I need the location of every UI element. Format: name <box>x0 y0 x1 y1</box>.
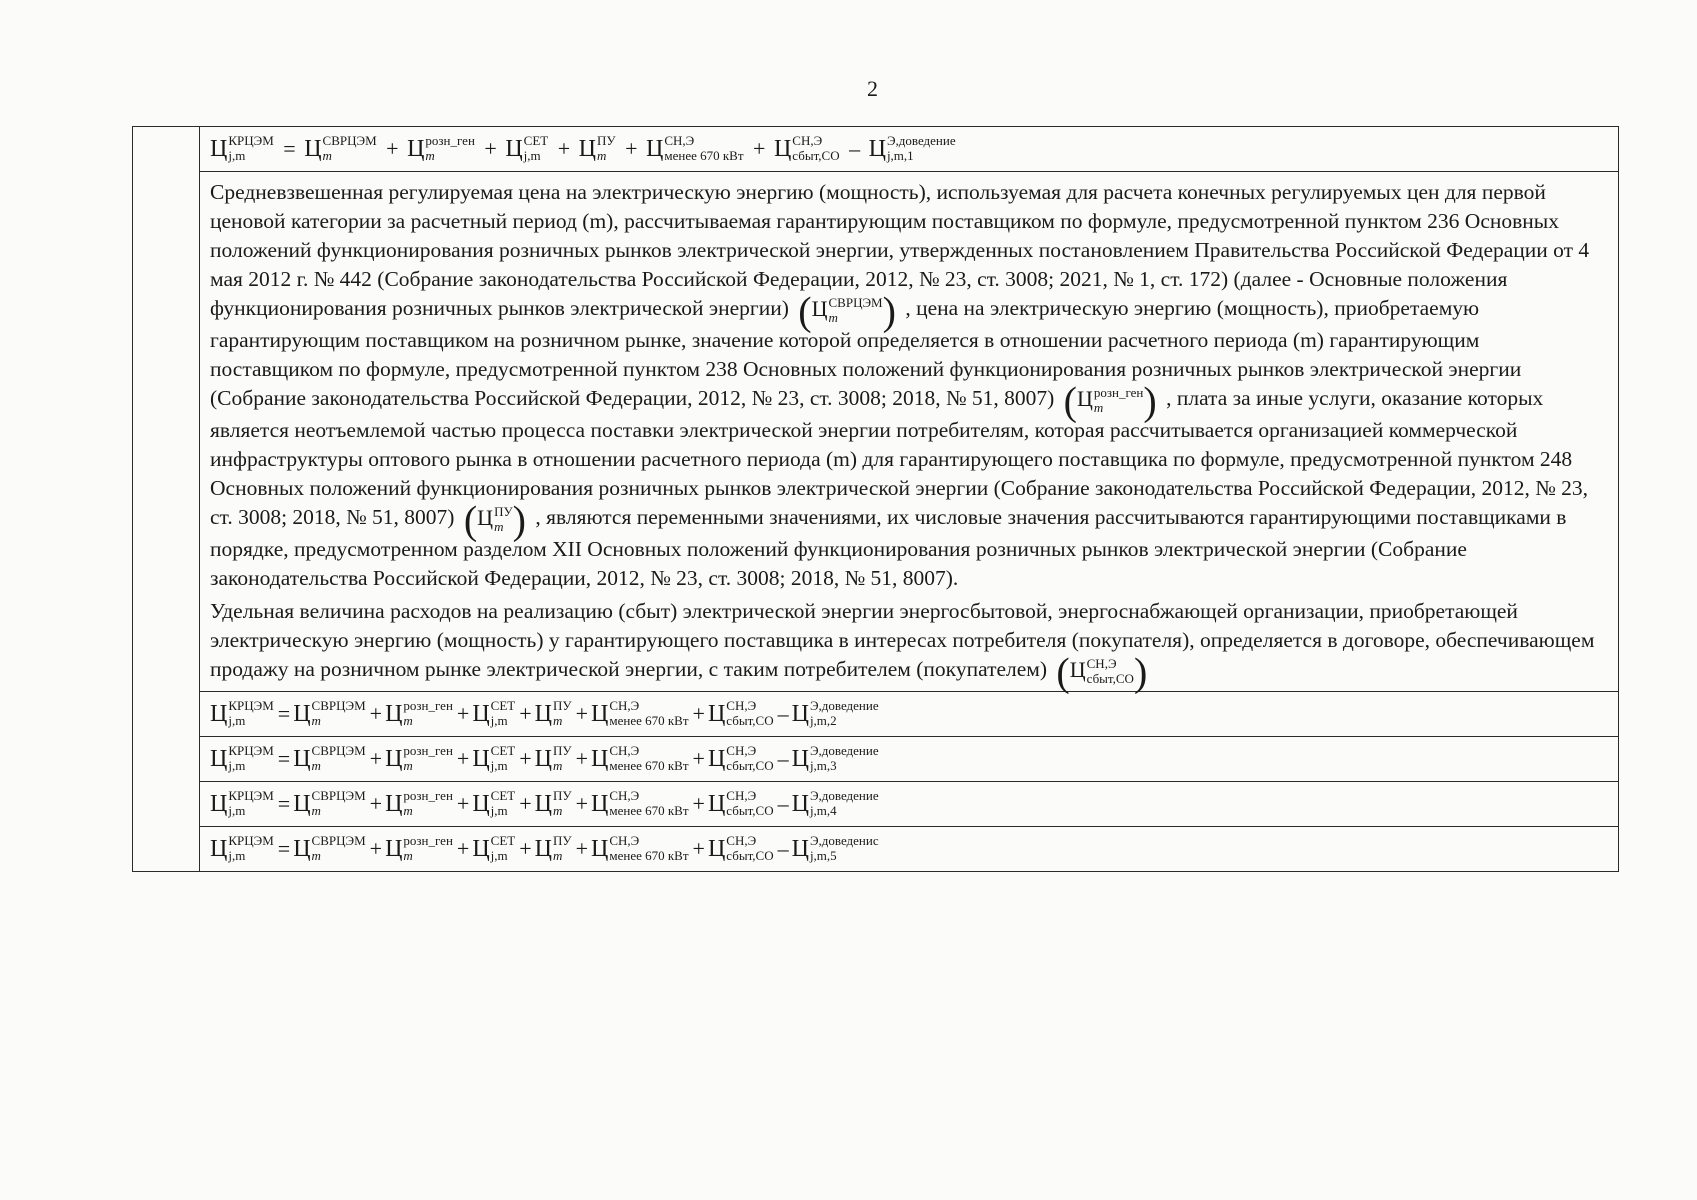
formula-term-sn-670: Ц СН,Э менее 670 кВт <box>646 133 744 163</box>
formula-term-pu: Ц ПУ m <box>578 133 616 163</box>
explanation-paragraph-1: Средневзвешенная регулируемая цена на электрическую энергию (мощность), используемая для расчета конечных регулируемых цен для первой ценовой категории за расчетный период (m), рассчитываемая гарантирующим поставщиком по формуле, предусмотренной пунктом 236 Основных положений функционирования розничных рынков электрической энергии, утвержденных постановлением Правительства Российской Федерации от 4 мая 2012 г. № 442 (Собрание законодательства Российской Федерации, 2012, № 23, ст. 3008; 2021, № 1, ст. 172) (далее - Основные положения функционирования розничных рынков электрической энергии) (Ц СВРЦЭМ m ) , цена на электрическую энергию (мощность), приобретаемую гарантирующим поставщиком на розничном рынке, значение которой определяется в отношении расчетного периода (m) гарантирующим поставщиком по формуле, предусмотренной пунктом 238 Основных положений функционирования розничных рынков электрической энергии (Собрание законодательства Российской Федерации, 2012, № 23, ст. 3008; 2018, № 51, 8007) (Ц розн_ген m ) , плата за иные услуги, оказание которых является неотъемлемой частью процесса поставки электрической энергии потребителям, которая рассчитывается организацией коммерческой инфраструктуры оптового рынка в отношении расчетного периода (m) для гарантирующего поставщика по формуле, предусмотренной пунктом 248 Основных положений функционирования розничных рынков электрической энергии (Собрание законодательства Российской Федерации, 2012, № 23, ст. 3008; 2018, № 51, 8007) (Ц ПУ m ) , являются переменными значениями, их числовые значения рассчитываются гарантирующими поставщиками в порядке, предусмотренном разделом XII Основных положений функционирования розничных рынков электрической энергии (Собрание законодательства Российской Федерации, 2012, № 23, ст. 3008; 2018, № 51, 8007). <box>210 180 1590 590</box>
formula-term-dovedenie: Ц Э,доведение j,m,1 <box>868 133 956 163</box>
formula-row-5 <box>133 827 1619 872</box>
formula-cell-4 <box>200 782 1619 827</box>
explanation-paragraph-2: Удельная величина расходов на реализацию (сбыт) электрической энергии энергосбытовой, энергоснабжающей организации, приобретающей электрическую энергию (мощность) у гарантирующего поставщика в интересах потребителя (покупателя), определяется в договоре, обеспечивающем продажу на розничном рынке электрической энергии, с таким потребителем (покупателем) (Ц СН,Э сбыт,СО ) <box>210 599 1595 695</box>
document-table <box>132 126 1619 872</box>
formula-cell-2 <box>200 692 1619 737</box>
formula-row-2 <box>133 692 1619 737</box>
formula-cell-3 <box>200 737 1619 782</box>
formula-cell-1 <box>200 127 1619 172</box>
symbol-svrcem: (Ц СВРЦЭМ m ) <box>798 288 896 334</box>
formula-row-3 <box>133 737 1619 782</box>
explanation-cell <box>200 172 1619 695</box>
explanation-row <box>133 172 1619 692</box>
left-empty-column <box>133 127 200 872</box>
formula-term-sbyt: Ц СН,Э сбыт,СО <box>773 133 840 163</box>
formula-term-set: Ц СЕТ j,m <box>505 133 549 163</box>
formula-term-svrcem: Ц СВРЦЭМ m <box>304 133 377 163</box>
formula-cell-5 <box>200 827 1619 872</box>
page-number: 2 <box>867 76 878 101</box>
symbol-rozn-gen: (Ц розн_ген m ) <box>1063 378 1157 424</box>
formula-1: Ц КРЦЭМ j,m = Ц СВРЦЭМ m + Ц розн_ген m + Ц СЕТ j,m + Ц ПУ m + Ц СН,Э менее 670 кВт + Ц СН,Э сбыт,СО – Ц Э,доведение j,m,1 <box>210 133 956 163</box>
formula-2: Ц КРЦЭМ j,m = Ц СВРЦЭМ m + Ц розн_ген m + Ц СЕТ j,m + Ц ПУ m + Ц СН,Э менее 670 кВт + Ц СН,Э сбыт,СО – Ц Э,доведение j,m,2 <box>210 698 879 728</box>
formula-row-4 <box>133 782 1619 827</box>
formula-3: Ц КРЦЭМ j,m = Ц СВРЦЭМ m + Ц розн_ген m + Ц СЕТ j,m + Ц ПУ m + Ц СН,Э менее 670 кВт + Ц СН,Э сбыт,СО – Ц Э,доведение j,m,3 <box>210 743 879 773</box>
formula-term-rozn-gen: Ц розн_ген m <box>407 133 475 163</box>
symbol-sbyt: (Ц СН,Э сбыт,СО ) <box>1056 649 1148 695</box>
formula-lhs: Ц КРЦЭМ j,m <box>210 133 274 163</box>
formula-4: Ц КРЦЭМ j,m = Ц СВРЦЭМ m + Ц розн_ген m + Ц СЕТ j,m + Ц ПУ m + Ц СН,Э менее 670 кВт + Ц СН,Э сбыт,СО – Ц Э,доведение j,m,4 <box>210 788 879 818</box>
formula-row-1 <box>133 127 1619 172</box>
formula-5: Ц КРЦЭМ j,m = Ц СВРЦЭМ m + Ц розн_ген m + Ц СЕТ j,m + Ц ПУ m + Ц СН,Э менее 670 кВт + Ц СН,Э сбыт,СО – Ц Э,доведенис j,m,5 <box>210 833 879 863</box>
symbol-pu: (Ц ПУ m ) <box>463 497 526 543</box>
